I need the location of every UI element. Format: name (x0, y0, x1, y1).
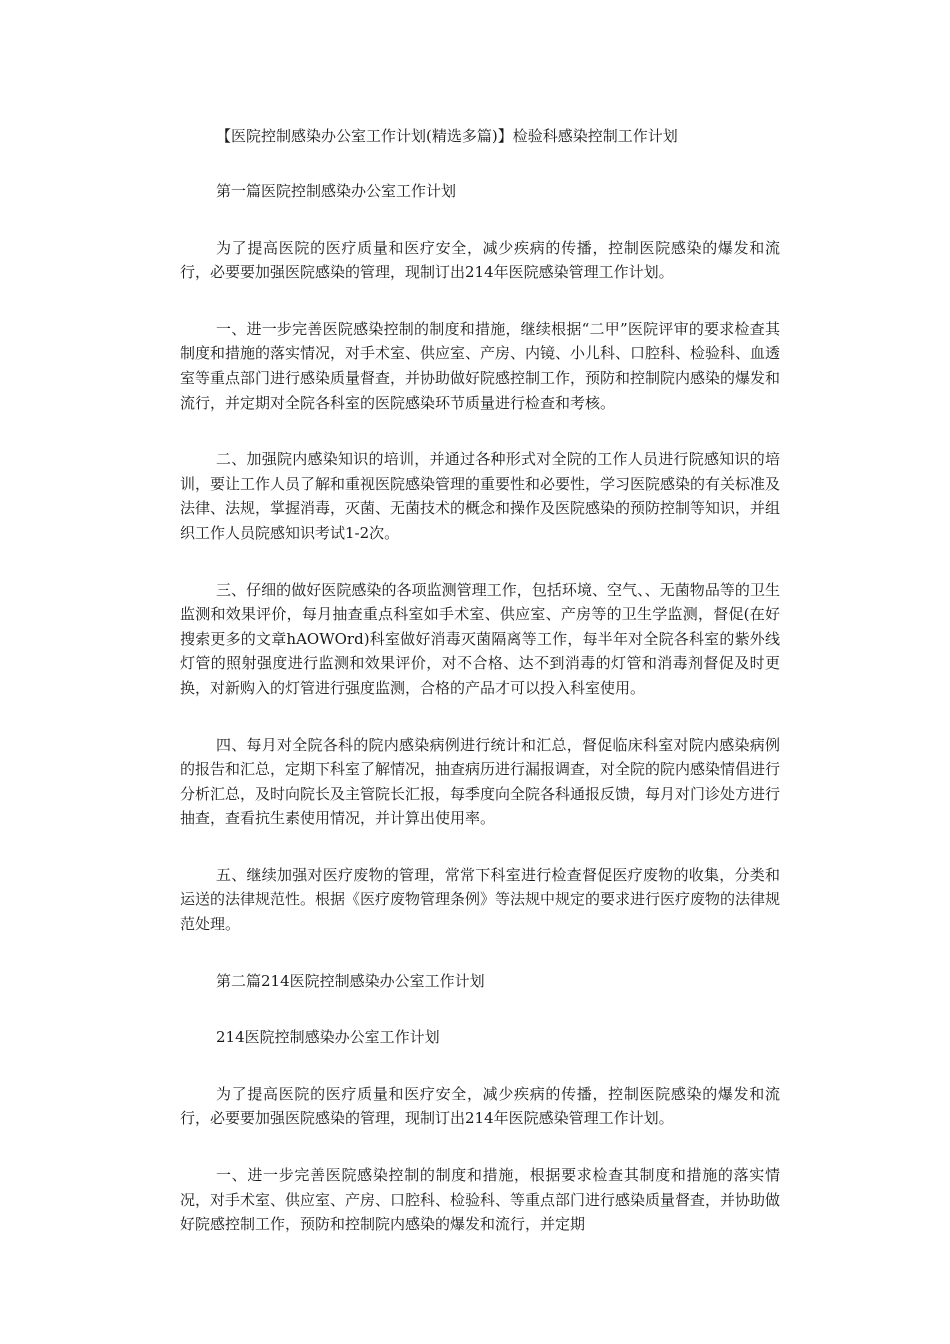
part-one-paragraph-4: 四、每月对全院各科的院内感染病例进行统计和汇总，督促临床科室对院内感染病例的报告和汇总，定期下科室了解情况，抽查病历进行漏报调查，对全院的院内感染情倡进行分析汇总，及时向院长及主管院长汇报，每季度向全院各科通报反馈，每月对门诊处方进行抽查，查看抗生素使用情况，并计算出使用率。 (180, 735, 781, 828)
part-two-heading: 第二篇214医院控制感染办公室工作计划 (216, 971, 485, 990)
document-title: 【医院控制感染办公室工作计划(精选多篇)】检验科感染控制工作计划 (216, 127, 678, 145)
part-one-heading: 第一篇医院控制感染办公室工作计划 (216, 182, 457, 200)
part-one-paragraph-2: 二、加强院内感染知识的培训，并通过各种形式对全院的工作人员进行院感知识的培训，要让工作人员了解和重视医院感染管理的重要性和必要性，学习医院感染的有关标准及法律、法规，掌握消毒，灭菌、无菌技术的概念和操作及医院感染的预防控制等知识，并组织工作人员院感知识考试1-2次。 (180, 450, 781, 542)
part-one-paragraph-1: 一、进一步完善医院感染控制的制度和措施，继续根据“二甲”医院评审的要求检查其制度和措施的落实情况，对手术室、供应室、产房、内镜、小儿科、口腔科、检验科、血透室等重点部门进行感染质量督查，并协助做好院感控制工作，预防和控制院内感染的爆发和流行，并定期对全院各科室的医院感染环节质量进行检查和考核。 (180, 319, 781, 412)
part-one-paragraph-intro: 为了提高医院的医疗质量和医疗安全，减少疾病的传播，控制医院感染的爆发和流行，必要要加强医院感染的管理，现制订出214年医院感染管理工作计划。 (180, 238, 780, 282)
part-one-paragraph-3: 三、仔细的做好医院感染的各项监测管理工作，包括环境、空气、、无菌物品等的卫生监测和效果评价，每月抽查重点科室如手术室、供应室、产房等的卫生学监测，督促(在好搜索更多的文章hAOWOrd)科室做好消毒灭菌隔离等工作，每半年对全院各科室的紫外线灯管的照射强度进行监测和效果评价，对不合格、达不到消毒的灯管和消毒剂督促及时更换，对新购入的灯管进行强度监测，合格的产品才可以投入科室使用。 (180, 580, 780, 697)
part-two-subheading: 214医院控制感染办公室工作计划 (216, 1028, 440, 1047)
part-one-paragraph-5: 五、继续加强对医疗废物的管理，常常下科室进行检查督促医疗废物的收集，分类和运送的法律规范性。根据《医疗废物管理条例》等法规中规定的要求进行医疗废物的法律规范处理。 (180, 865, 781, 934)
part-two-paragraph-intro: 为了提高医院的医疗质量和医疗安全，减少疾病的传播，控制医院感染的爆发和流行，必要要加强医院感染的管理，现制订出214年医院感染管理工作计划。 (180, 1084, 780, 1128)
document-page (180, 124, 780, 1269)
part-two-paragraph-1: 一、进一步完善医院感染控制的制度和措施，根据要求检查其制度和措施的落实情况，对手术室、供应室、产房、口腔科、检验科、等重点部门进行感染质量督查，并协助做好院感控制工作，预防和控制院内感染的爆发和流行，并定期 (180, 1166, 781, 1234)
